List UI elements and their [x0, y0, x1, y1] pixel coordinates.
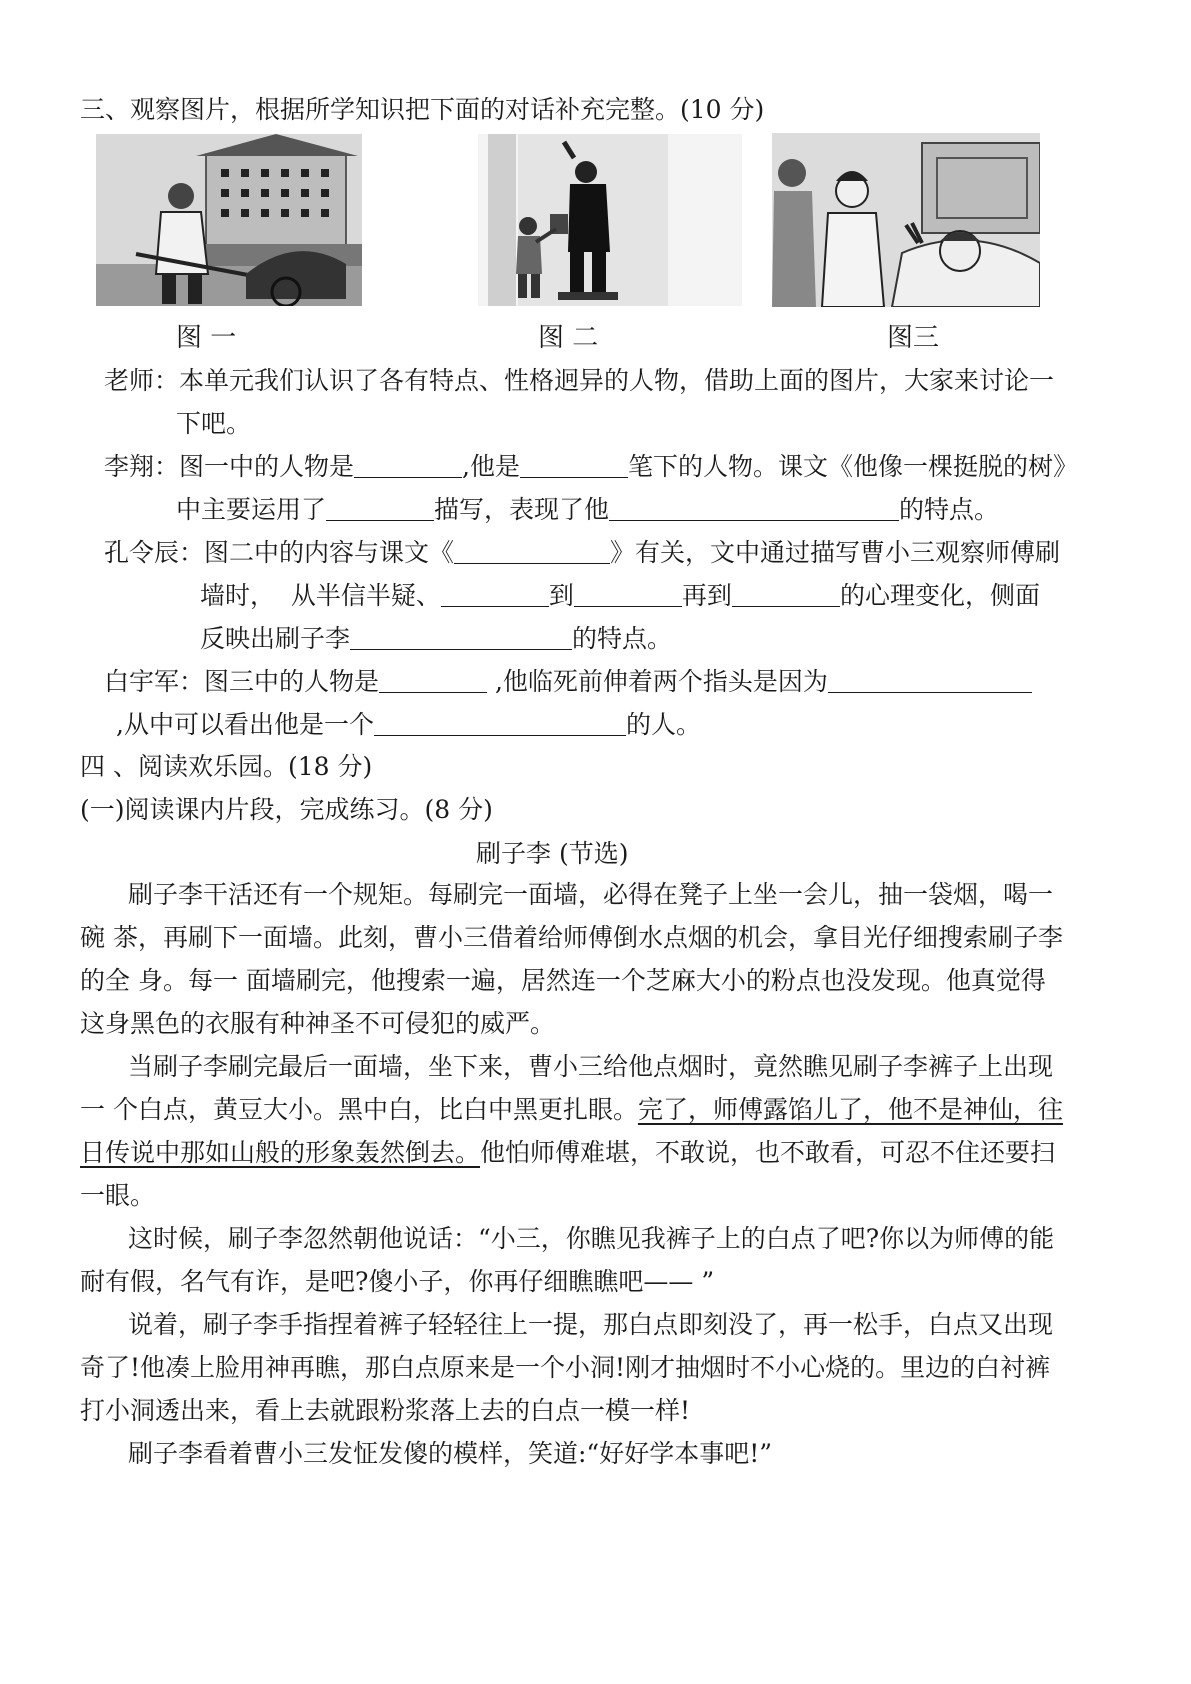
teacher-line-2: 下吧。 — [176, 409, 252, 438]
passage-line: 碗 茶，再刷下一面墙。此刻，曹小三借着给师傅倒水点烟的机会，拿目光仔细搜索刷子李 — [80, 923, 1063, 952]
teacher-line-1 — [104, 363, 1054, 399]
passage-line: 耐有假，名气有诈，是吧?傻小子，你再仔细瞧瞧吧—— ” — [80, 1267, 715, 1296]
baiyujun-line-2 — [116, 707, 701, 743]
baiyujun-text-3: ,从中可以看出他是一个 — [116, 710, 374, 739]
teacher-label: 老师： — [104, 366, 180, 395]
underlined-sentence: 完了，师傅露馅儿了，他不是神仙，往 — [637, 1095, 1063, 1124]
passage-line — [80, 1092, 1063, 1128]
underlined-sentence: 日传说中那如山般的形象轰然倒去。 — [80, 1138, 481, 1167]
passage-line: 一眼。 — [80, 1181, 156, 1210]
passage-line: 奇了!他凑上脸用神再瞧，那白点原来是一个小洞!刚才抽烟时不小心烧的。里边的白衬裤 — [80, 1353, 1051, 1382]
blank-character[interactable] — [374, 709, 626, 736]
passage-line: 的全 身。每一 面墙刷完，他搜索一遍，居然连一个芝麻大小的粉点也没发现。他真觉得 — [80, 966, 1046, 995]
lixiang-text-3: 笔下的人物。课文《他像一棵挺脱的树》 — [627, 452, 1078, 481]
baiyujun-text-4: 的人。 — [625, 710, 701, 739]
blank-lesson-title[interactable] — [454, 537, 610, 564]
passage-title: 刷子李 (节选) — [476, 839, 629, 868]
passage-line: 说着，刷子李手指捏着裤子轻轻往上一提，那白点即刻没了，再一松手，白点又出现 — [128, 1310, 1054, 1339]
blank-figure3-person[interactable] — [379, 666, 487, 693]
lixiang-line-1 — [104, 449, 1078, 485]
passage-text: 他怕师傅难堪，不敢说，也不敢看，可忍不住还要扫 — [480, 1138, 1056, 1167]
passage-line: 这时候，刷子李忽然朝他说话：“小三，你瞧见我裤子上的白点了吧?你以为师傅的能 — [128, 1224, 1055, 1253]
blank-feeling-1[interactable] — [441, 580, 549, 607]
passage-line: 打小洞透出来，看上去就跟粉浆落上去的白点一模一样! — [80, 1396, 691, 1425]
blank-feeling-2[interactable] — [574, 580, 682, 607]
lixiang-text-1: 图一中的人物是 — [179, 452, 355, 481]
section3-title: 三、观察图片，根据所学知识把下面的对话补充完整。(10 分) — [80, 95, 765, 124]
konglingchen-text-2: 》有关，文中通过描写曹小三观察师傅刷 — [610, 538, 1061, 567]
blank-author[interactable] — [520, 451, 628, 478]
baiyujun-label: 白宇军： — [104, 667, 205, 696]
blank-shuazili-trait[interactable] — [350, 623, 572, 650]
lixiang-line-2 — [176, 492, 999, 528]
baiyujun-text-1: 图三中的人物是 — [204, 667, 380, 696]
teacher-text-1: 本单元我们认识了各有特点、性格迥异的人物，借助上面的图片，大家来讨论一 — [179, 366, 1055, 395]
figure-2-image — [478, 134, 742, 306]
passage-line — [80, 1135, 1055, 1171]
passage-line: 当刷子李刷完最后一面墙，坐下来，曹小三给他点烟时，竟然瞧见刷子李裤子上出现 — [128, 1052, 1054, 1081]
lixiang-text-5: 描写，表现了他 — [434, 495, 610, 524]
lixiang-text-6: 的特点。 — [899, 495, 1000, 524]
lixiang-label: 李翔： — [104, 452, 180, 481]
konglingchen-text-1: 图二中的内容与课文《 — [204, 538, 455, 567]
blank-trait[interactable] — [609, 494, 899, 521]
figure-3-image — [772, 133, 1040, 307]
section4-subtitle: (一)阅读课内片段，完成练习。(8 分) — [80, 795, 493, 824]
konglingchen-text-4: 到 — [548, 581, 574, 610]
konglingchen-line-1 — [104, 535, 1060, 571]
konglingchen-line-2 — [200, 578, 1040, 614]
konglingchen-line-3 — [200, 621, 672, 657]
figure-3-caption: 图三 — [887, 323, 940, 353]
passage-text: 一 个白点，黄豆大小。黑中白，比白中黑更扎眼。 — [80, 1095, 638, 1124]
section4-title: 四 、阅读欢乐园。(18 分) — [80, 752, 373, 781]
konglingchen-text-3: 墙时， 从半信半疑、 — [200, 581, 441, 610]
blank-reason[interactable] — [828, 666, 1032, 693]
konglingchen-text-8: 的特点。 — [572, 624, 673, 653]
lixiang-text-2: ,他是 — [462, 452, 520, 481]
baiyujun-line-1 — [104, 664, 1032, 700]
figure-1-image — [96, 134, 362, 306]
passage-line: 刷子李看着曹小三发怔发傻的模样，笑道:“好好学本事吧!” — [128, 1439, 773, 1468]
passage-line: 这身黑色的衣服有种神圣不可侵犯的威严。 — [80, 1009, 556, 1038]
baiyujun-text-2: ,他临死前伸着两个指头是因为 — [487, 667, 828, 696]
lixiang-text-4: 中主要运用了 — [176, 495, 327, 524]
passage-line: 刷子李干活还有一个规矩。每刷完一面墙，必得在凳子上坐一会儿，抽一袋烟，喝一 — [128, 880, 1054, 909]
blank-feeling-3[interactable] — [732, 580, 840, 607]
konglingchen-label: 孔令辰： — [104, 538, 205, 567]
figure-1-caption: 图 一 — [176, 323, 237, 353]
figure-2-caption: 图 二 — [538, 323, 599, 353]
konglingchen-text-7: 反映出刷子李 — [200, 624, 351, 653]
blank-figure1-person[interactable] — [354, 451, 462, 478]
blank-description-method[interactable] — [326, 494, 434, 521]
konglingchen-text-5: 再到 — [681, 581, 732, 610]
konglingchen-text-6: 的心理变化，侧面 — [839, 581, 1040, 610]
